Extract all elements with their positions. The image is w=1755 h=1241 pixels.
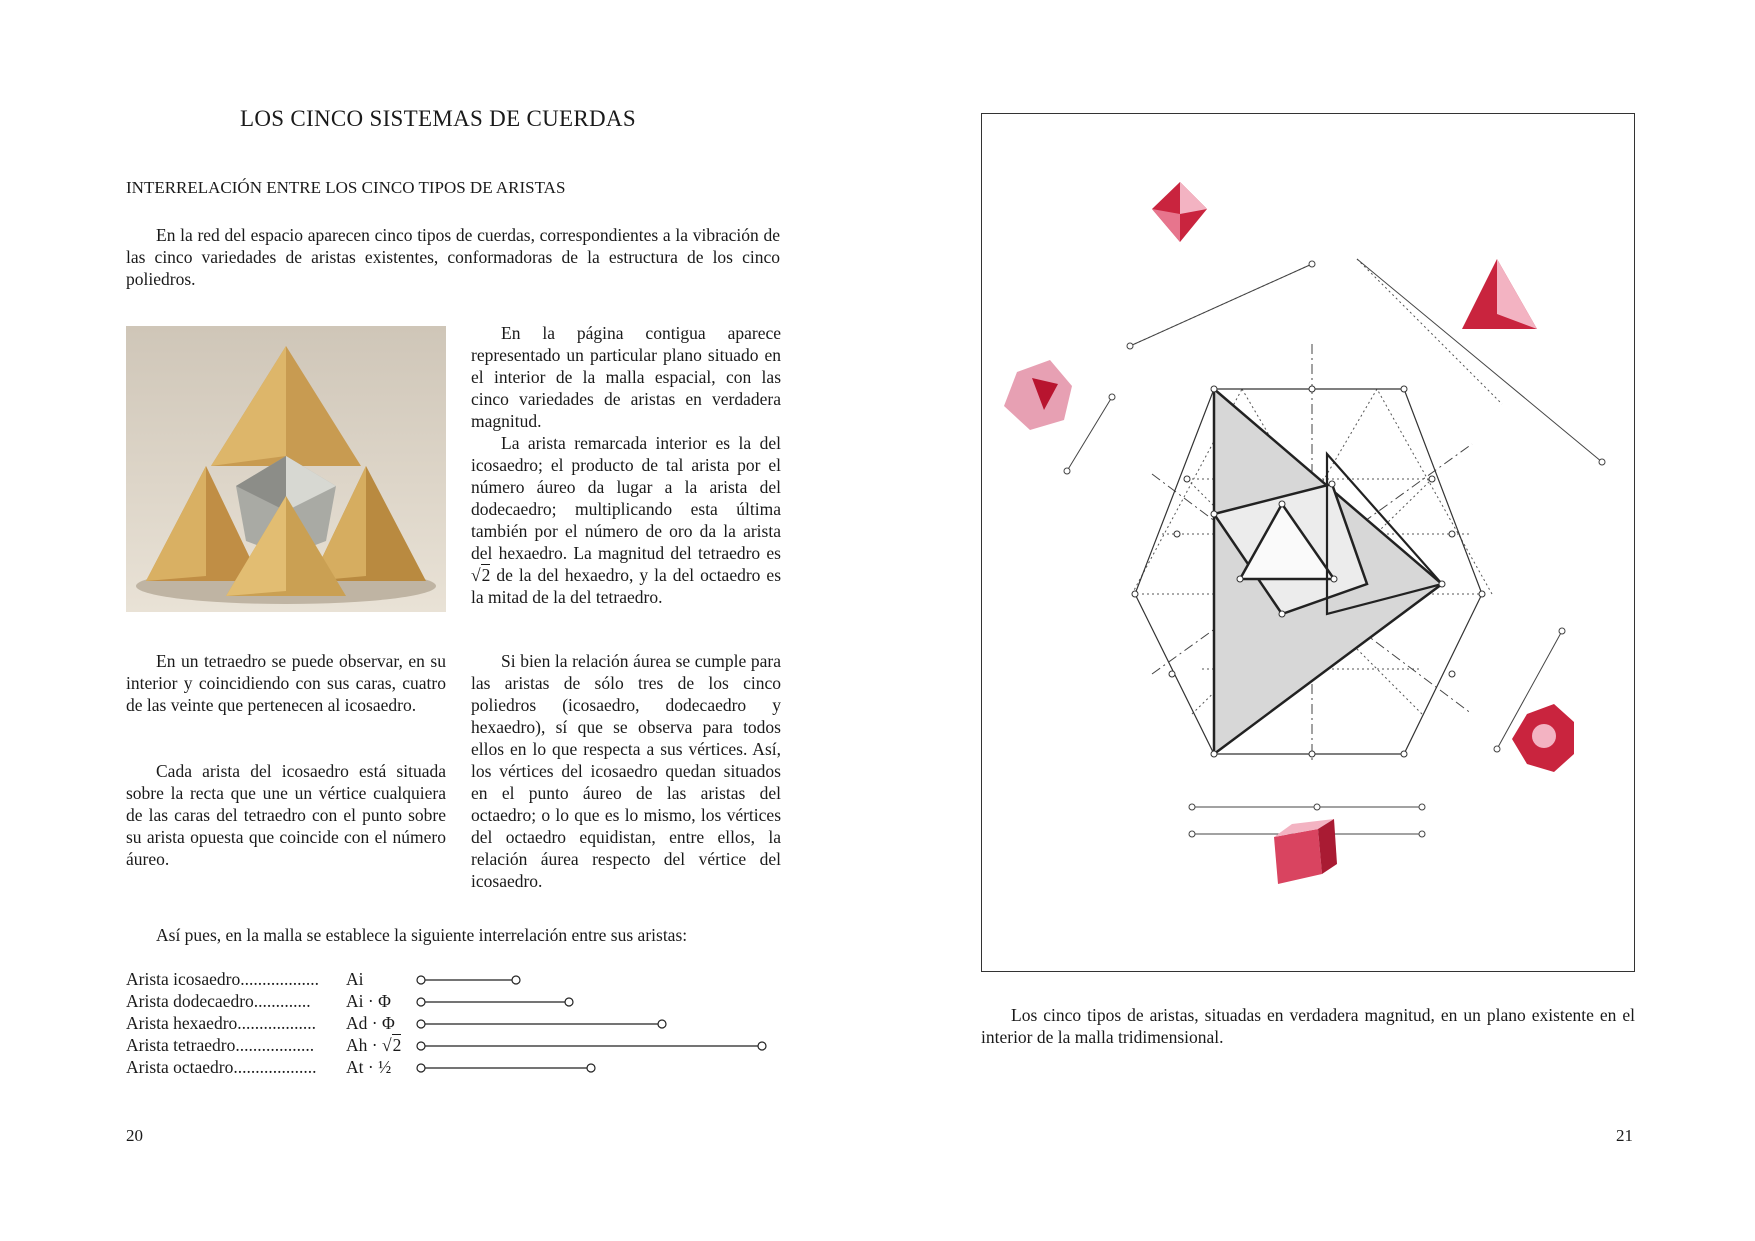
section-subtitle: INTERRELACIÓN ENTRE LOS CINCO TIPOS DE ARISTAS bbox=[126, 178, 566, 197]
relation-row: Arista dodecaedro............. Ai · Φ bbox=[126, 990, 766, 1012]
page-title: LOS CINCO SISTEMAS DE CUERDAS bbox=[240, 106, 636, 131]
edge-endpoint bbox=[587, 1064, 595, 1072]
edge-endpoint bbox=[417, 1020, 425, 1028]
col1-paragraph-2: Cada arista del icosaedro está situada sobre la recta que une un vértice cualquiera de las caras del tetraedro con el punto sobre su arista opuesta que coincide con el número áureo. bbox=[126, 761, 446, 869]
col2-paragraph-3: Si bien la relación áurea se cumple para las aristas de sólo tres de los cinco poliedros (icosaedro, dodecaedro y hexaedro), sí que se observa para todos ellos en lo que respecta a sus vértices. Así, los vértices del icosaedro quedan situados en el punto áureo de las aristas del octaedro; o lo que es lo mismo, los vértices del octaedro equidistan, entre ellos, la relación áurea respecto del vértice del icosaedro. bbox=[471, 651, 781, 891]
edge-length-line bbox=[416, 990, 776, 1012]
edge-endpoint bbox=[417, 998, 425, 1006]
edge-length-line bbox=[416, 968, 776, 990]
relation-row: Arista octaedro................... At · ½ bbox=[126, 1056, 766, 1078]
edge-length-line bbox=[416, 1056, 776, 1078]
col1-paragraph-1: En un tetraedro se puede observar, en su interior y coincidiendo con sus caras, cuatro de las veinte que pertenecen al icosaedro. bbox=[126, 651, 446, 715]
edge-endpoint bbox=[417, 976, 425, 984]
relation-row: Arista tetraedro.................. Ah · √2 bbox=[126, 1034, 766, 1056]
page-number-right: 21 bbox=[1616, 1126, 1633, 1145]
tetrahedron-photo-drawing bbox=[126, 326, 446, 612]
edge-endpoint bbox=[758, 1042, 766, 1050]
octahedron-gem bbox=[1152, 182, 1207, 242]
col2-paragraph-2: La arista remarcada interior es la del icosaedro; el producto de tal arista por el número áureo da lugar a la arista del dodecaedro; multiplicando esta última también por el número de oro da la arista del hexaedro. La magnitud del tetraedro es √2 de la del hexaedro, y la del octaedro es la mitad de la del tetraedro. bbox=[471, 433, 781, 607]
edge-endpoint bbox=[512, 976, 520, 984]
summary-paragraph: Así pues, en la malla se establece la siguiente interrelación entre sus aristas: bbox=[156, 925, 688, 945]
figure-frame bbox=[981, 113, 1635, 972]
edge-endpoint bbox=[417, 1042, 425, 1050]
icosahedron-gem bbox=[1004, 360, 1072, 430]
dodecahedron-gem bbox=[1512, 704, 1574, 772]
geometric-figure bbox=[982, 114, 1636, 973]
page-number-left: 20 bbox=[126, 1126, 143, 1145]
edge-endpoint bbox=[565, 998, 573, 1006]
edge-relation-table bbox=[126, 968, 766, 1078]
edge-length-line bbox=[416, 1012, 776, 1034]
tetrahedron-gem bbox=[1462, 259, 1537, 329]
tetrahedron-photo bbox=[126, 326, 446, 612]
relation-row: Arista hexaedro.................. Ad · Φ bbox=[126, 1012, 766, 1034]
edge-endpoint bbox=[417, 1064, 425, 1072]
intro-paragraph: En la red del espacio aparecen cinco tipos de cuerdas, correspondientes a la vibración de las cinco variedades de aristas existentes, conformadoras de la estructura de los cinco poliedros. bbox=[126, 225, 780, 289]
col2-paragraph-1: En la página contigua aparece representado un particular plano situado en el interior de la malla espacial, con las cinco variedades de aristas en verdadera magnitud. La arista remarcada interior es la del icosaedro; el producto de tal arista por el número áureo da lugar a la arista del dodecaedro; multiplicando esta última también por el número de oro da la arista del hexaedro. La magnitud del tetraedro es √2 de la del hexaedro, y la del octaedro es la mitad de la del tetraedro. bbox=[471, 323, 781, 607]
relation-row: Arista icosaedro.................. Ai bbox=[126, 968, 766, 990]
edge-endpoint bbox=[658, 1020, 666, 1028]
figure-caption: Los cinco tipos de aristas, situadas en verdadera magnitud, en un plano existente en el interior de la malla tridimensional. bbox=[981, 1005, 1635, 1047]
cube-gem bbox=[1274, 819, 1337, 884]
edge-length-line bbox=[416, 1034, 776, 1056]
